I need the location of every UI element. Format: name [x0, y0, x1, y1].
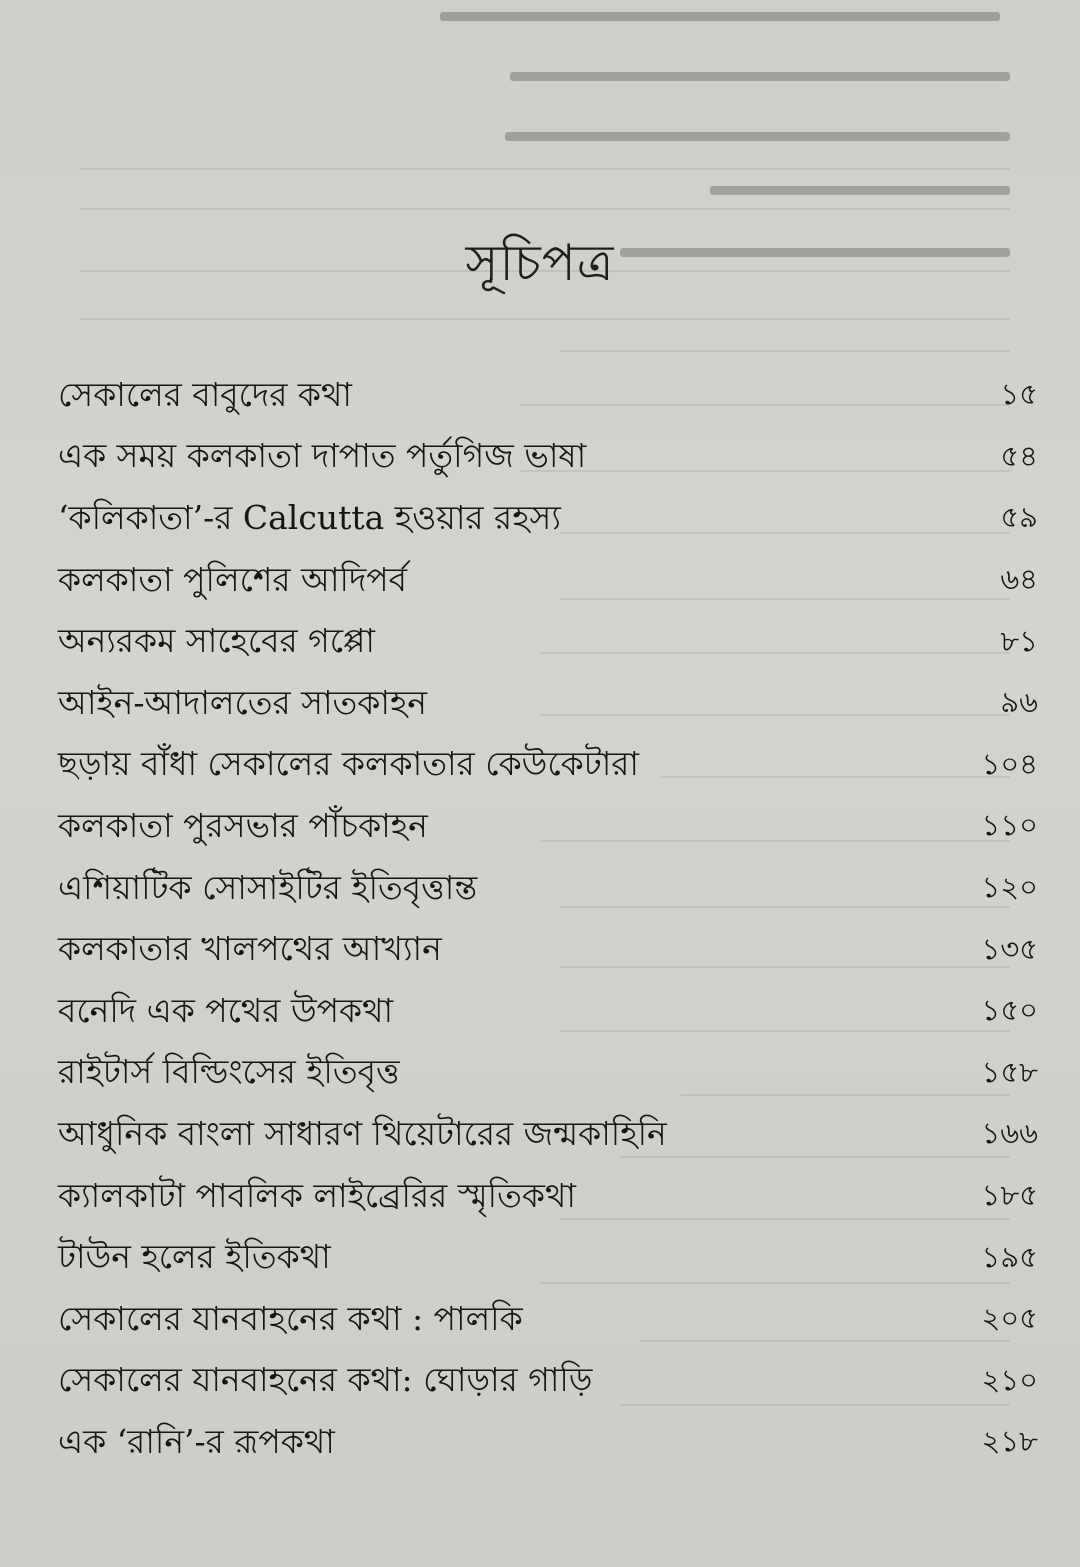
toc-entry-title: এক ‘রানি’-র রূপকথা	[58, 1421, 335, 1461]
toc-entry-page: ২১৮	[981, 1424, 1038, 1459]
toc-entry[interactable]	[58, 1290, 1038, 1352]
toc-entry-page: ১৫	[1000, 377, 1038, 412]
toc-entry-title: সেকালের যানবাহনের কথা: ঘোড়ার গাড়ি	[58, 1360, 593, 1400]
toc-entry-title: সেকালের বাবুদের কথা	[58, 374, 352, 414]
toc-entry-title: ক্যালকাটা পাবলিক লাইব্রেরির স্মৃতিকথা	[58, 1175, 576, 1215]
toc-entry-page: ১৮৫	[981, 1178, 1038, 1213]
toc-entry-title: সেকালের যানবাহনের কথা : পালকি	[58, 1298, 523, 1338]
toc-entry[interactable]	[58, 736, 1038, 798]
toc-entry[interactable]	[58, 797, 1038, 859]
toc-entry-title: এক সময় কলকাতা দাপাত পর্তুগিজ ভাষা	[58, 436, 587, 476]
toc-entry[interactable]	[58, 489, 1038, 551]
toc-entry-page: ১৯৫	[981, 1239, 1038, 1274]
toc-entry-title: কলকাতা পুলিশের আদিপর্ব	[58, 559, 408, 599]
toc-entry-page: ৫৯	[1000, 500, 1038, 535]
toc-entry[interactable]	[58, 982, 1038, 1044]
toc-entry-title: আইন-আদালতের সাতকাহন	[58, 682, 427, 722]
toc-entry-page: ১৫০	[981, 993, 1038, 1028]
toc-entry-page: ৬৪	[1000, 562, 1038, 597]
toc-entry-page: ১৫৮	[981, 1054, 1038, 1089]
toc-entry-page: ৯৬	[1000, 685, 1038, 720]
toc-entry[interactable]	[58, 674, 1038, 736]
toc-entry-title: রাইটার্স বিল্ডিংসের ইতিবৃত্ত	[58, 1052, 400, 1092]
toc-entry-title: টাউন হলের ইতিকথা	[58, 1237, 331, 1277]
toc-entry[interactable]	[58, 551, 1038, 613]
toc-entry-page: ১০৪	[981, 746, 1038, 781]
toc-entry[interactable]	[58, 1105, 1038, 1167]
toc-entry-page: ৫৪	[1000, 438, 1038, 473]
toc-entry-title: ‘কলিকাতা’-র Calcutta হওয়ার রহস্য	[58, 497, 561, 537]
toc-entry[interactable]	[58, 1413, 1038, 1475]
toc-entry-title: আধুনিক বাংলা সাধারণ থিয়েটারের জন্মকাহিনি	[58, 1113, 667, 1153]
toc-entry-page: ১১০	[981, 808, 1038, 843]
toc-entry-title: বনেদি এক পথের উপকথা	[58, 990, 394, 1030]
toc-entry[interactable]	[58, 920, 1038, 982]
toc-entry[interactable]	[58, 1352, 1038, 1414]
toc-entry-title: ছড়ায় বাঁধা সেকালের কলকাতার কেউকেটারা	[58, 744, 639, 784]
toc-entry[interactable]	[58, 1167, 1038, 1229]
toc-entry-title: এশিয়াটিক সোসাইটির ইতিবৃত্তান্ত	[58, 867, 478, 907]
toc-entry-title: অন্যরকম সাহেবের গপ্পো	[58, 621, 375, 661]
toc-entry[interactable]	[58, 859, 1038, 921]
toc-entry[interactable]	[58, 1044, 1038, 1106]
toc-entry-title: কলকাতা পুরসভার পাঁচকাহন	[58, 805, 428, 845]
toc-entry-page: ১৩৫	[981, 931, 1038, 966]
page-title: সূচিপত্র	[465, 234, 615, 292]
toc-entry[interactable]	[58, 428, 1038, 490]
toc-entry[interactable]	[58, 1228, 1038, 1290]
toc-entry[interactable]	[58, 366, 1038, 428]
toc-entry-page: ৮১	[1000, 623, 1038, 658]
toc-entry-page: ২০৫	[981, 1301, 1038, 1336]
toc-entry-page: ২১০	[981, 1362, 1038, 1397]
table-of-contents	[58, 366, 1038, 1475]
toc-entry-title: কলকাতার খালপথের আখ্যান	[58, 929, 442, 969]
toc-entry-page: ১২০	[981, 870, 1038, 905]
toc-entry[interactable]	[58, 612, 1038, 674]
toc-entry-page: ১৬৬	[981, 1116, 1038, 1151]
